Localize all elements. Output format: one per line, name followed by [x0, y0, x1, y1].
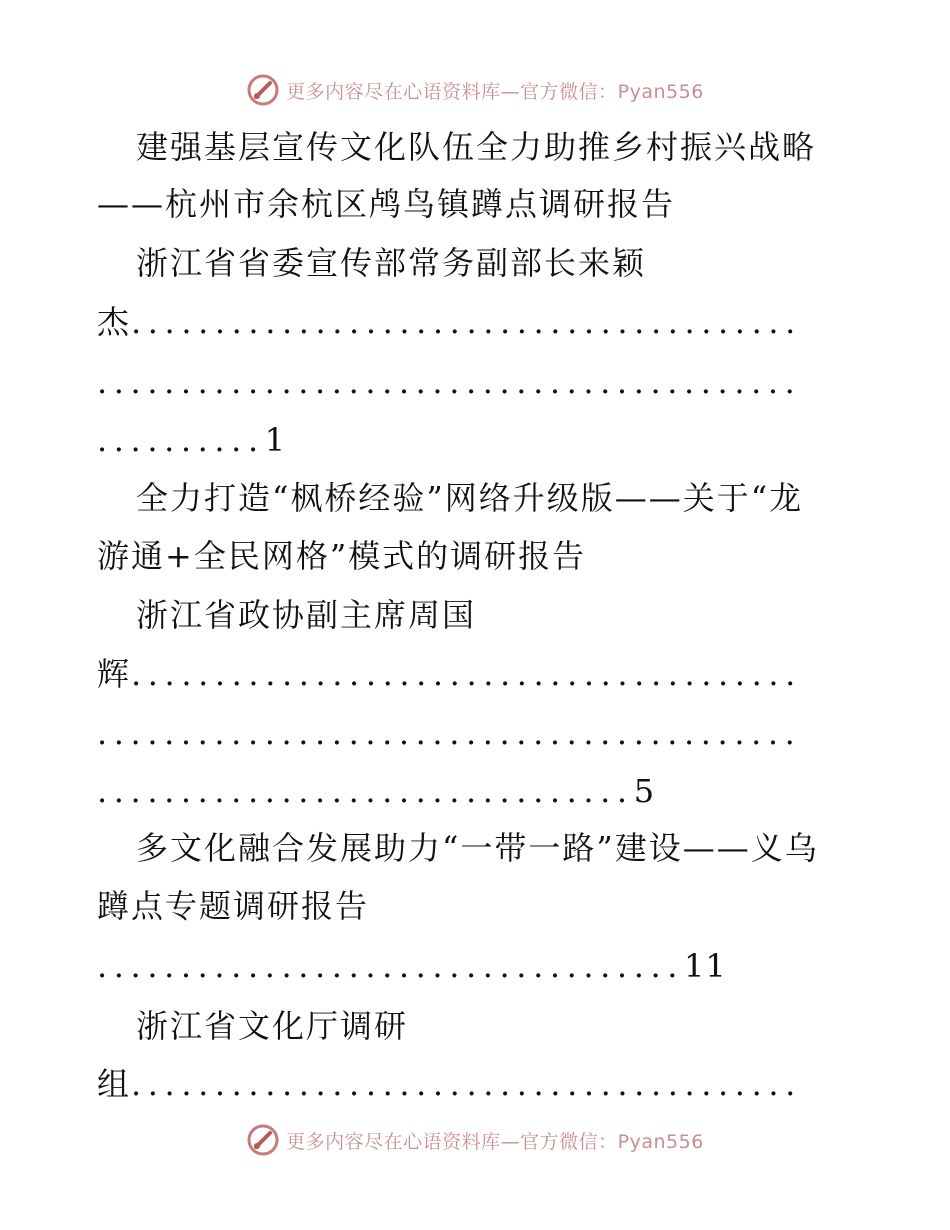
- page-number[interactable]: 1: [264, 421, 287, 459]
- toc-entry-author: 浙江省政协副主席周国: [136, 596, 477, 634]
- toc-leader-line: [97, 1064, 802, 1104]
- toc-entry-subtitle[interactable]: ——杭州市余杭区鸬鸟镇蹲点调研报告: [97, 185, 676, 223]
- leader-dots: ..........................................: [97, 714, 802, 752]
- toc-entry-author: 浙江省文化厅调研: [136, 1007, 409, 1045]
- watermark-text: 更多内容尽在心语资料库—官方微信：Pyan556: [286, 80, 704, 103]
- leader-dots: ...................................: [97, 947, 685, 985]
- toc-entry-title[interactable]: 建强基层宣传文化队伍全力助推乡村振兴战略: [136, 128, 817, 166]
- toc-leader-line: [97, 654, 802, 694]
- toc-leader-line: [97, 946, 727, 986]
- leader-dots: ................................: [97, 772, 634, 810]
- toc-entry-title[interactable]: 多文化融合发展助力“一带一路”建设——义乌: [136, 829, 819, 867]
- brush-logo-icon: [246, 1123, 280, 1157]
- author-tail: 辉: [97, 655, 132, 693]
- brush-logo-icon: [246, 73, 280, 107]
- toc-leader-line: [97, 420, 286, 460]
- toc-entry-subtitle[interactable]: 蹲点专题调研报告: [97, 887, 370, 925]
- page-number[interactable]: 11: [684, 947, 727, 985]
- toc-leader-line: [97, 302, 802, 342]
- page-number[interactable]: 5: [633, 772, 656, 810]
- leader-dots: ..........................................: [97, 363, 802, 401]
- watermark-banner-bottom: [0, 1120, 950, 1160]
- leader-dots: ..........: [97, 421, 265, 459]
- author-tail: 组: [97, 1065, 132, 1103]
- toc-entry-subtitle[interactable]: 游通+全民网格”模式的调研报告: [97, 537, 587, 575]
- leader-dots: ........................................: [131, 655, 802, 693]
- toc-leader-line: [97, 771, 655, 811]
- watermark-text: 更多内容尽在心语资料库—官方微信：Pyan556: [286, 1130, 704, 1153]
- toc-leader-line: [97, 362, 801, 402]
- toc-entry-author: 浙江省省委宣传部常务副部长来颖: [136, 244, 647, 282]
- leader-dots: ........................................: [131, 1065, 802, 1103]
- author-tail: 杰: [97, 303, 132, 341]
- toc-leader-line: [97, 713, 801, 753]
- watermark-banner-top: [0, 70, 950, 110]
- leader-dots: ........................................: [131, 303, 802, 341]
- toc-entry-title[interactable]: 全力打造“枫桥经验”网络升级版——关于“龙: [136, 479, 804, 517]
